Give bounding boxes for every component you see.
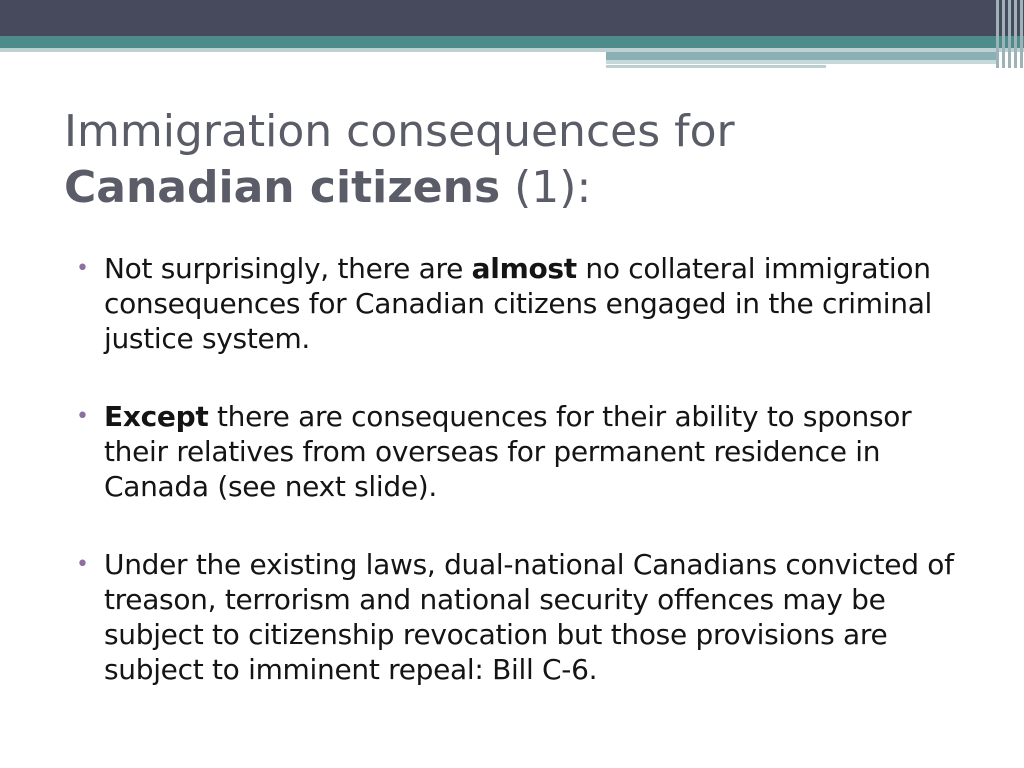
bullet-dot-icon: • xyxy=(76,552,89,577)
header-stripes xyxy=(996,0,1024,68)
header-accent-bar-thin xyxy=(606,60,996,64)
bullet-bold: Except xyxy=(104,400,209,433)
title-line-2 xyxy=(64,160,964,216)
slide-title xyxy=(64,104,964,216)
header-band-dark xyxy=(0,0,1024,36)
title-line-1: Immigration consequences for xyxy=(64,106,735,157)
stripe xyxy=(1014,0,1017,68)
bullet-dot-icon: • xyxy=(76,256,89,281)
bullet-item xyxy=(76,547,976,687)
bullet-bold: almost xyxy=(471,252,577,285)
bullet-suffix: there are consequences for their ability to sponsor their relatives from overseas for permanent residence in Canada (see next slide). xyxy=(104,400,912,503)
header-accent-bar xyxy=(606,52,996,60)
bullet-dot-icon: • xyxy=(76,404,89,429)
stripe xyxy=(1008,0,1011,68)
header-accent-bar-short xyxy=(606,65,826,68)
bullet-list xyxy=(76,251,976,730)
bullet-suffix: no collateral immigration consequences for Canadian citizens engaged in the criminal justice system. xyxy=(104,252,933,355)
header-band-teal xyxy=(0,36,1024,48)
bullet-item xyxy=(76,251,976,356)
title-rest: (1): xyxy=(500,162,592,213)
bullet-prefix: Under the existing laws, dual-national Canadians convicted of treason, terrorism and national security offences may be subject to citizenship revocation but those provisions are subject to imminent repeal: Bill C-6. xyxy=(104,548,954,686)
title-bold: Canadian citizens xyxy=(64,162,501,213)
stripe xyxy=(996,0,999,68)
stripe xyxy=(1002,0,1005,68)
bullet-prefix: Not surprisingly, there are xyxy=(104,252,472,285)
bullet-item xyxy=(76,399,976,504)
stripe xyxy=(1020,0,1023,68)
